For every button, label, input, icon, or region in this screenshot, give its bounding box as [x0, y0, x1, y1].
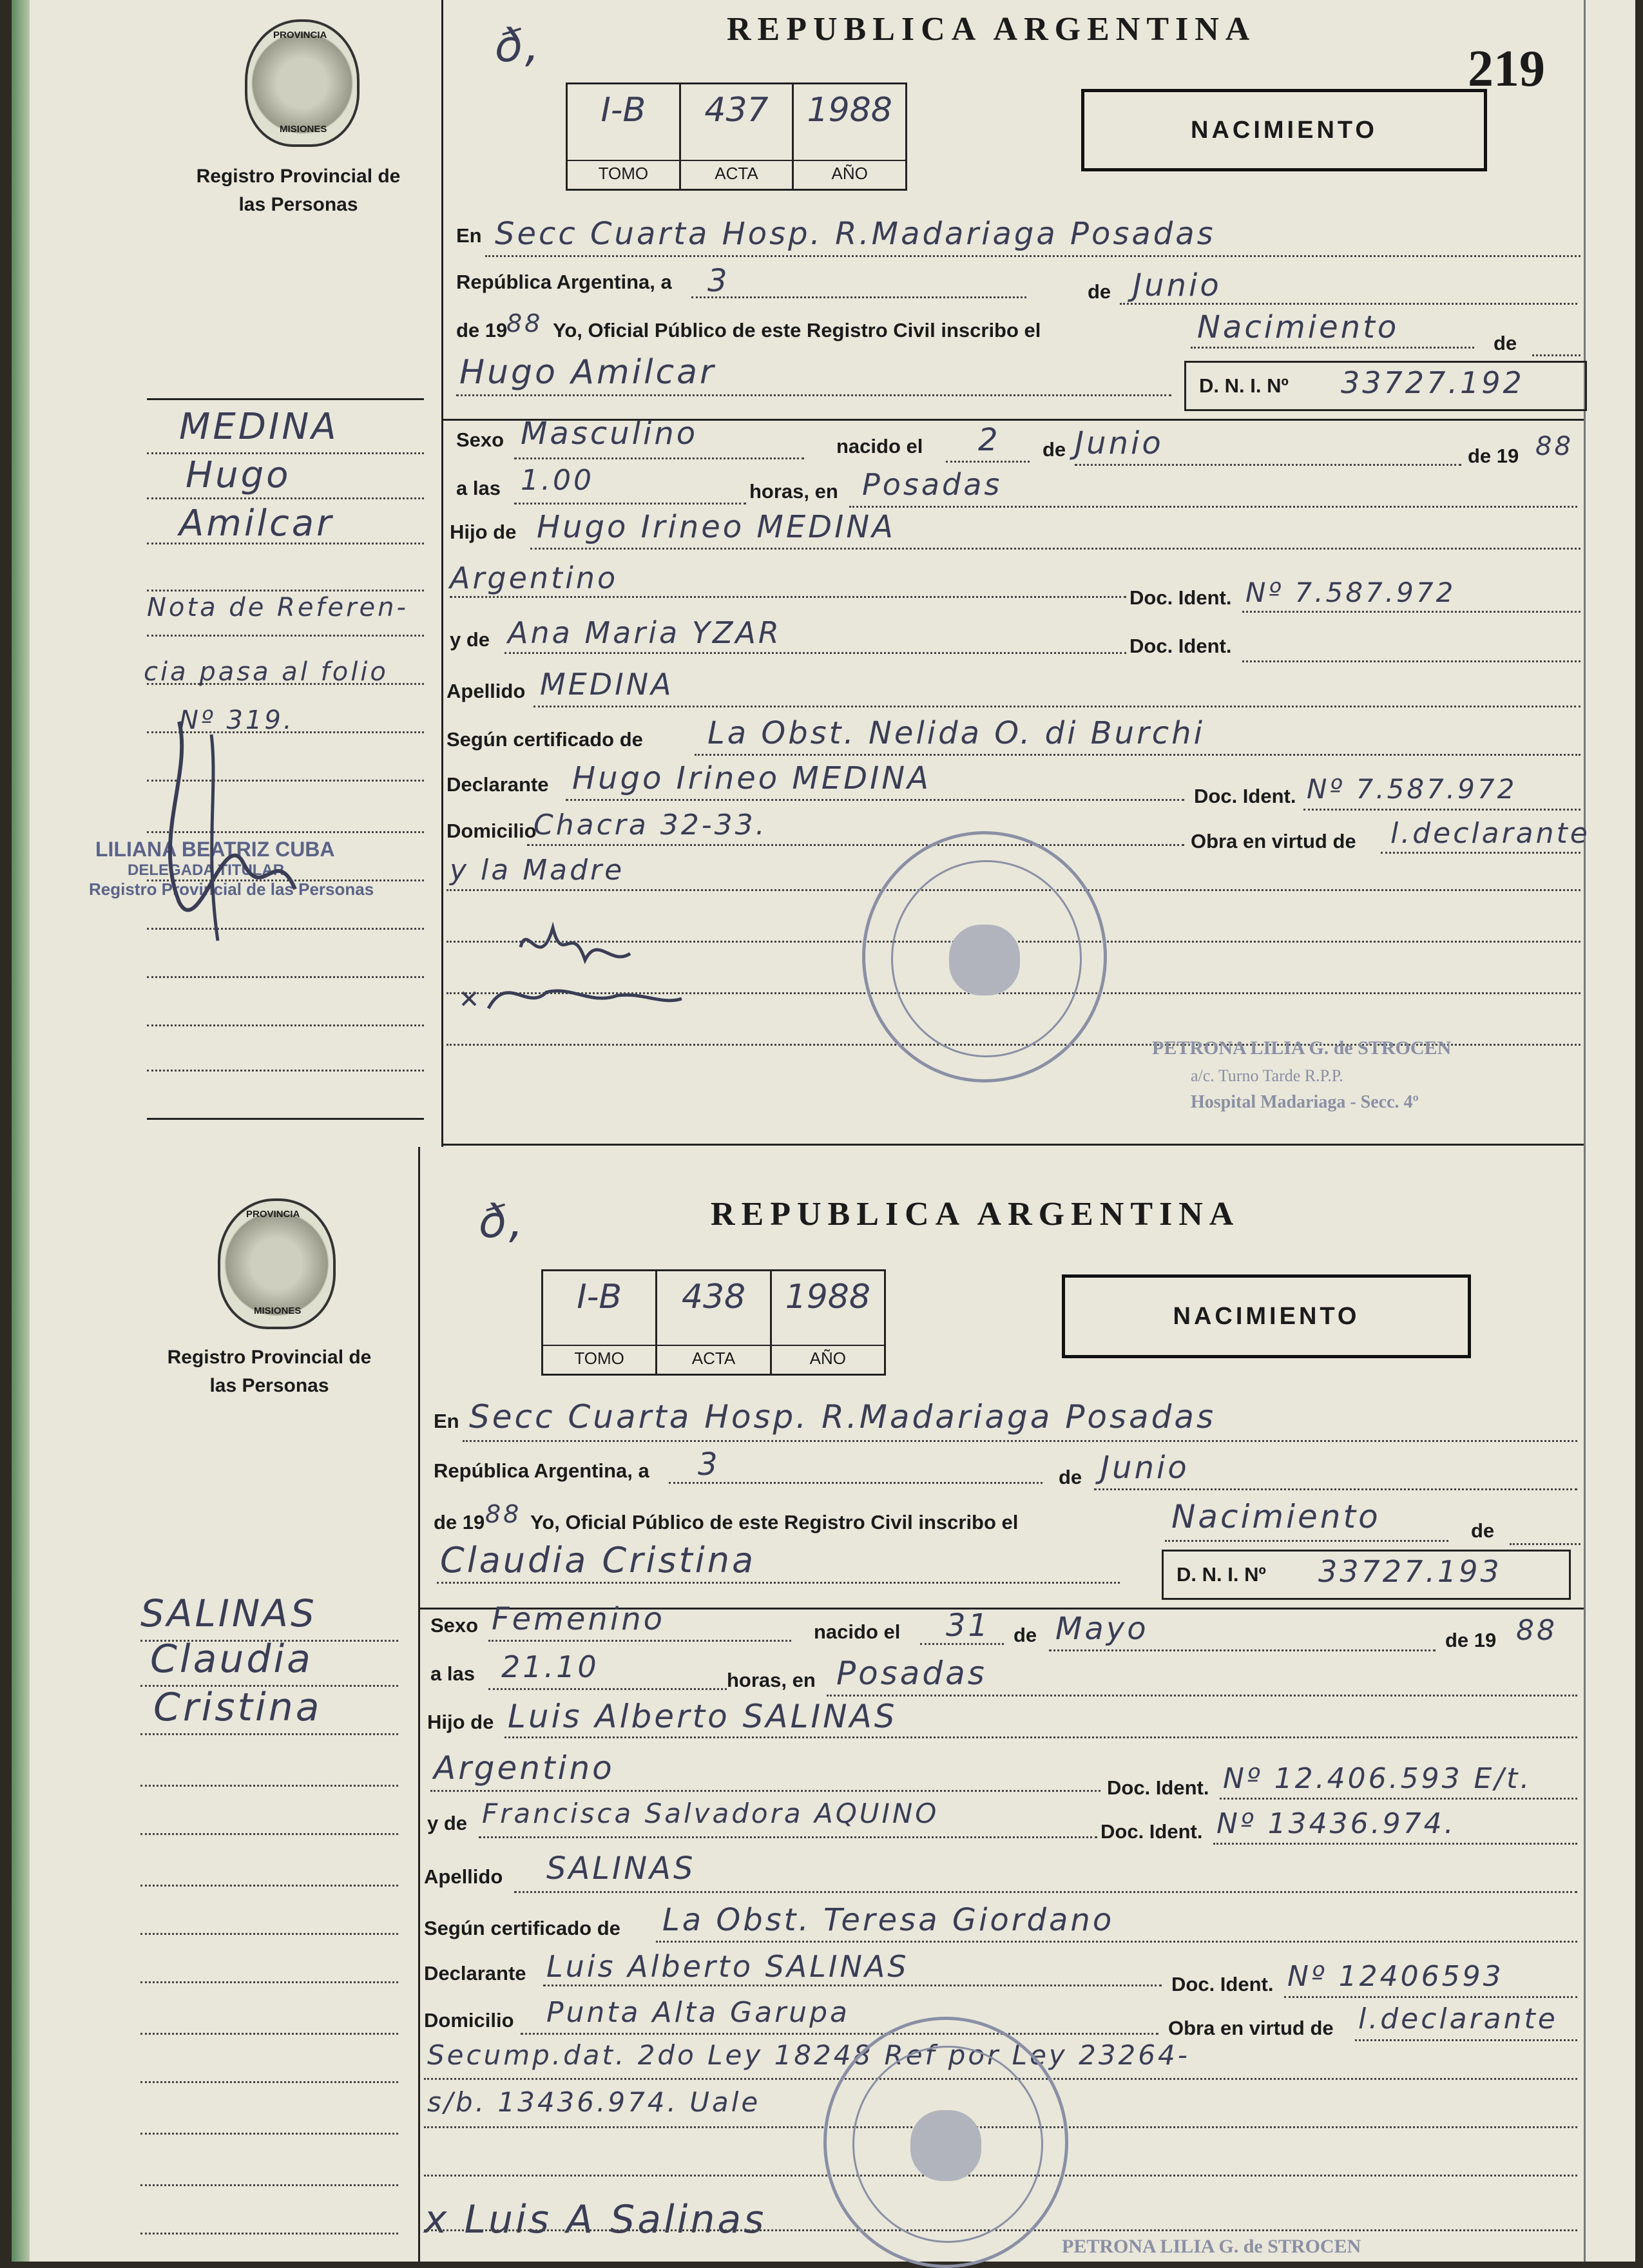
republica-label: República Argentina, a — [456, 271, 672, 293]
margin-note-line-2: cia pasa al folio — [144, 657, 389, 687]
register-page — [12, 0, 1635, 2262]
hora-value: 1.00 — [521, 464, 594, 497]
acta-label: ACTA — [681, 160, 793, 184]
en-label: En — [434, 1410, 459, 1432]
column-divider — [441, 0, 443, 1147]
nacimiento-anio: 88 — [1516, 1614, 1557, 1647]
hijo-label: Hijo de — [450, 521, 517, 543]
horas-en-label: horas, en — [727, 1669, 816, 1691]
lugar-value: Posadas — [836, 1655, 987, 1692]
padre-nombre: Luis Alberto SALINAS — [508, 1698, 898, 1735]
act-type-box: NACIMIENTO — [1062, 1274, 1471, 1358]
inscribo-value: Nacimiento — [1171, 1498, 1381, 1535]
binding-edge — [12, 0, 30, 2262]
fecha-dia: 3 — [698, 1446, 720, 1483]
obra-label: Obra en virtud de — [1191, 830, 1356, 852]
nombre-value: Claudia Cristina — [440, 1540, 756, 1581]
header-mark: ð, — [479, 1195, 526, 1248]
document-title: REPUBLICA ARGENTINA — [711, 1196, 1240, 1233]
apellido-label: Apellido — [424, 1865, 503, 1888]
madre-doc: Nº 13436.974. — [1216, 1807, 1456, 1840]
tomo-acta-anio-box — [541, 1269, 886, 1376]
apellido-value: SALINAS — [546, 1850, 696, 1887]
de19-label: de 19 — [456, 319, 508, 341]
tomo-value: I-B — [601, 91, 646, 130]
declarante-doc-label: Doc. Ident. — [1171, 1973, 1274, 1995]
fecha-dia: 3 — [707, 263, 730, 299]
padre-doc: Nº 12.406.593 E/t. — [1223, 1762, 1532, 1795]
a-las-label: a las — [456, 477, 501, 499]
page-number: 219 — [1468, 41, 1545, 97]
nacimiento-mes: Junio — [1075, 425, 1164, 461]
document-title: REPUBLICA ARGENTINA — [727, 11, 1256, 48]
domicilio-value: Chacra 32-33. — [533, 809, 767, 841]
header-mark: ð, — [495, 19, 543, 72]
padre-nacionalidad: Argentino — [450, 561, 619, 595]
de-label: de — [1088, 280, 1111, 303]
hora-value: 21.10 — [501, 1649, 599, 1684]
madre-doc-label: Doc. Ident. — [1129, 635, 1232, 657]
dni-label: D. N. I. Nº — [1177, 1563, 1266, 1586]
acta-label: ACTA — [657, 1345, 769, 1369]
madre-nombre: Francisca Salvadora AQUINO — [482, 1798, 939, 1829]
anio-value: 1988 — [807, 91, 892, 130]
margin-name-1: Hugo — [186, 454, 291, 496]
stamp-line-1: LILIANA BEATRIZ CUBA — [95, 838, 335, 861]
nacido-label: nacido el — [836, 435, 923, 457]
sexo-label: Sexo — [456, 428, 504, 451]
padre-doc-label: Doc. Ident. — [1107, 1776, 1209, 1799]
domicilio-label: Domicilio — [447, 820, 537, 842]
margin-surname: SALINAS — [140, 1591, 317, 1635]
de-label-2: de — [1471, 1519, 1495, 1542]
domicilio-value: Punta Alta Garupa — [546, 1996, 850, 2029]
sexo-value: Femenino — [492, 1601, 665, 1637]
declarante-doc: Nº 7.587.972 — [1307, 773, 1517, 805]
de19-label: de 19 — [434, 1511, 485, 1533]
official-place: Hospital Madariaga - Secc. 4º — [1191, 1092, 1419, 1112]
fecha-mes: Junio — [1100, 1450, 1189, 1486]
round-stamp — [823, 2017, 1068, 2268]
declarante-label: Declarante — [447, 773, 549, 796]
tomo-value: I-B — [577, 1278, 622, 1316]
nacimiento-mes: Mayo — [1055, 1611, 1149, 1647]
declarante-value: Luis Alberto SALINAS — [546, 1949, 909, 1984]
margin-signature — [140, 696, 334, 966]
nacimiento-de-label: de — [1014, 1624, 1037, 1646]
padre-nacionalidad: Argentino — [434, 1749, 615, 1787]
extra-line-2: s/b. 13436.974. Uale — [427, 2086, 761, 2118]
en-value: Secc Cuarta Hosp. R.Madariaga Posadas — [495, 216, 1216, 252]
apellido-value: MEDINA — [540, 667, 674, 702]
oficial-label: Yo, Oficial Público de este Registro Civil inscribo el — [530, 1511, 1019, 1533]
madre-nombre: Ana Maria YZAR — [508, 615, 782, 650]
tomo-label: TOMO — [568, 160, 679, 184]
declarant-signature: x Luis A Salinas — [424, 2197, 767, 2242]
horas-en-label: horas, en — [749, 480, 838, 503]
nacido-label: nacido el — [814, 1620, 901, 1643]
y-de-label: y de — [450, 628, 490, 651]
inscribo-value: Nacimiento — [1197, 309, 1399, 345]
certificado-label: Según certificado de — [424, 1917, 620, 1939]
stamp-line-3: Registro Provincial de las Personas — [89, 879, 374, 899]
fecha-anio: 88 — [506, 309, 543, 338]
margin-note-line-3: Nº 319. — [179, 706, 294, 735]
tomo-label: TOMO — [543, 1345, 655, 1369]
declarante-doc-label: Doc. Ident. — [1194, 785, 1296, 807]
column-divider — [418, 1147, 420, 2262]
nacimiento-anio: 88 — [1535, 432, 1573, 461]
en-value: Secc Cuarta Hosp. R.Madariaga Posadas — [469, 1398, 1216, 1436]
official-role: a/c. Turno Tarde R.P.P. — [1191, 1066, 1343, 1085]
seal-banner-top: PROVINCIA — [273, 30, 327, 41]
registry-name: Registro Provincial de las Personas — [196, 166, 401, 215]
stamp-line-2: DELEGADA TITULAR — [128, 861, 285, 879]
anio-value: 1988 — [785, 1278, 870, 1316]
dni-box — [1184, 361, 1587, 411]
a-las-label: a las — [430, 1662, 475, 1685]
act-type-box: NACIMIENTO — [1081, 89, 1487, 171]
nacimiento-de19-label: de 19 — [1468, 445, 1519, 467]
nacimiento-de19-label: de 19 — [1445, 1629, 1497, 1651]
margin-name-2: Cristina — [153, 1685, 322, 1730]
fecha-mes: Junio — [1133, 267, 1222, 303]
certificado-value: La Obst. Teresa Giordano — [662, 1902, 1115, 1938]
padre-doc: Nº 7.587.972 — [1245, 577, 1456, 608]
padre-doc-label: Doc. Ident. — [1129, 586, 1232, 609]
official-name: PETRONA LILIA G. de STROCEN — [1062, 2236, 1361, 2257]
padre-nombre: Hugo Irineo MEDINA — [537, 509, 896, 545]
certificado-value: La Obst. Nelida O. di Burchi — [707, 715, 1205, 751]
en-label: En — [456, 224, 482, 247]
nacimiento-de-label: de — [1042, 438, 1066, 461]
oficial-label: Yo, Oficial Público de este Registro Civil inscribo el — [553, 319, 1041, 341]
nacimiento-dia: 2 — [978, 422, 1001, 458]
de-label: de — [1059, 1466, 1082, 1488]
provincial-seal-icon — [245, 19, 360, 147]
nacimiento-dia: 31 — [946, 1608, 991, 1644]
obra-value: l.declarante — [1390, 817, 1590, 850]
margin-surname: MEDINA — [179, 406, 339, 448]
madre-doc-label: Doc. Ident. — [1100, 1820, 1203, 1843]
declarante-label: Declarante — [424, 1962, 526, 1984]
certificado-label: Según certificado de — [447, 728, 643, 751]
apellido-label: Apellido — [447, 680, 526, 702]
registry-name: Registro Provincial de las Personas — [167, 1347, 372, 1396]
right-border — [1584, 0, 1586, 2262]
acta-value: 437 — [704, 91, 769, 130]
nombre-value: Hugo Amilcar — [459, 353, 716, 392]
margin-name-2: Amilcar — [179, 503, 334, 544]
de-label-2: de — [1494, 332, 1517, 354]
obra-label: Obra en virtud de — [1168, 2017, 1334, 2039]
margin-name-1: Claudia — [150, 1637, 313, 1682]
declarante-doc: Nº 12406593 — [1287, 1960, 1504, 1993]
seal-banner-top: PROVINCIA — [246, 1209, 300, 1220]
sexo-value: Masculino — [521, 416, 698, 452]
acta-value: 438 — [681, 1278, 746, 1316]
anio-label: AÑO — [794, 160, 905, 184]
dni-label: D. N. I. Nº — [1199, 374, 1289, 397]
declarant-signature — [450, 896, 720, 1031]
official-name: PETRONA LILIA G. de STROCEN — [1152, 1037, 1452, 1059]
dni-value: 33727.193 — [1318, 1554, 1502, 1589]
extra-line: y la Madre — [450, 854, 625, 887]
lugar-value: Posadas — [862, 467, 1003, 502]
extra-line: Secump.dat. 2do Ley 18248 Ref por Ley 23264- — [427, 2039, 1190, 2071]
hijo-label: Hijo de — [427, 1711, 494, 1733]
domicilio-label: Domicilio — [424, 2009, 514, 2032]
margin-note-line-1: Nota de Referen- — [147, 593, 408, 622]
obra-value: l.declarante — [1358, 2003, 1558, 2035]
fecha-anio: 88 — [485, 1500, 522, 1528]
seal-banner-bottom: MISIONES — [280, 124, 327, 135]
round-stamp — [862, 831, 1107, 1082]
seal-banner-bottom: MISIONES — [254, 1305, 302, 1316]
sexo-label: Sexo — [430, 1614, 479, 1637]
provincial-seal-icon — [218, 1198, 336, 1329]
declarante-value: Hugo Irineo MEDINA — [572, 760, 932, 796]
republica-label: República Argentina, a — [434, 1459, 649, 1482]
dni-value: 33727.192 — [1341, 365, 1524, 400]
anio-label: AÑO — [772, 1345, 884, 1369]
y-de-label: y de — [427, 1812, 468, 1834]
dni-box — [1162, 1550, 1571, 1600]
tomo-acta-anio-box — [566, 82, 907, 191]
